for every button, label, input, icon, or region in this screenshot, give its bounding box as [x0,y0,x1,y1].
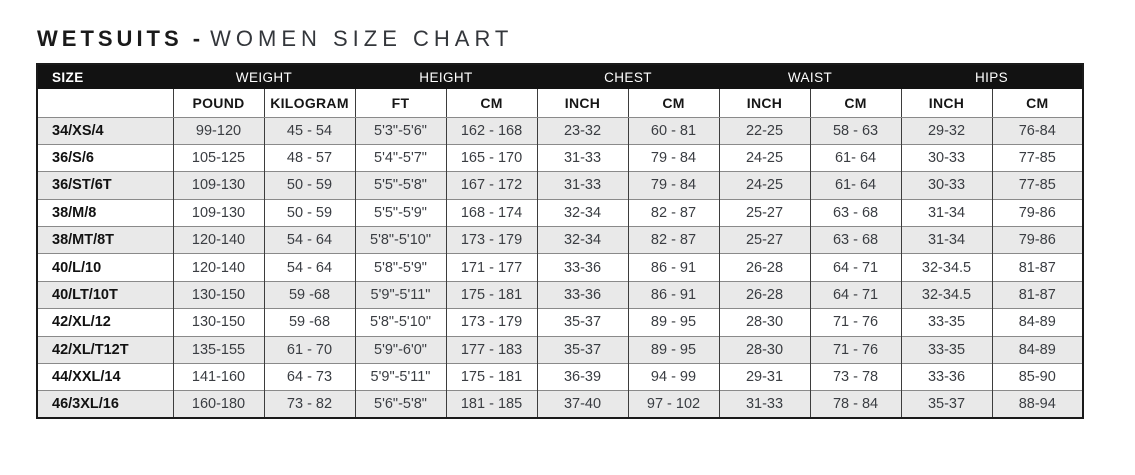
value-cell: 63 - 68 [810,199,901,226]
value-cell: 109-130 [173,199,264,226]
value-cell: 86 - 91 [628,254,719,281]
value-cell: 77-85 [992,172,1083,199]
value-cell: 48 - 57 [264,144,355,171]
value-cell: 71 - 76 [810,336,901,363]
value-cell: 78 - 84 [810,391,901,418]
size-cell: 36/ST/6T [37,172,173,199]
size-cell: 38/MT/8T [37,227,173,254]
size-cell: 42/XL/T12T [37,336,173,363]
value-cell: 79-86 [992,199,1083,226]
value-cell: 33-36 [537,254,628,281]
value-cell: 59 -68 [264,309,355,336]
value-cell: 33-36 [901,364,992,391]
size-cell: 44/XXL/14 [37,364,173,391]
table-row [37,309,1083,336]
value-cell: 5'5"-5'9" [355,199,446,226]
value-cell: 31-34 [901,199,992,226]
unit-header-row [37,89,1083,117]
value-cell: 79 - 84 [628,144,719,171]
table-row [37,227,1083,254]
unit-header-chest-inch: INCH [537,89,628,117]
value-cell: 76-84 [992,117,1083,144]
value-cell: 31-33 [537,172,628,199]
size-cell: 46/3XL/16 [37,391,173,418]
value-cell: 32-34.5 [901,281,992,308]
value-cell: 64 - 73 [264,364,355,391]
size-cell: 34/XS/4 [37,117,173,144]
page-title-bold: WETSUITS - [37,26,205,51]
value-cell: 168 - 174 [446,199,537,226]
value-cell: 88-94 [992,391,1083,418]
value-cell: 141-160 [173,364,264,391]
value-cell: 31-33 [719,391,810,418]
value-cell: 97 - 102 [628,391,719,418]
value-cell: 29-32 [901,117,992,144]
table-row [37,144,1083,171]
value-cell: 32-34 [537,227,628,254]
value-cell: 22-25 [719,117,810,144]
value-cell: 60 - 81 [628,117,719,144]
value-cell: 175 - 181 [446,281,537,308]
table-row [37,199,1083,226]
group-header-weight: WEIGHT [173,64,355,89]
value-cell: 79-86 [992,227,1083,254]
value-cell: 59 -68 [264,281,355,308]
unit-header-waist-cm: CM [810,89,901,117]
unit-header-hips-inch: INCH [901,89,992,117]
size-table-body [37,117,1083,418]
value-cell: 50 - 59 [264,172,355,199]
value-cell: 109-130 [173,172,264,199]
value-cell: 26-28 [719,254,810,281]
table-row [37,391,1083,418]
value-cell: 89 - 95 [628,309,719,336]
table-row [37,281,1083,308]
table-row [37,172,1083,199]
value-cell: 63 - 68 [810,227,901,254]
unit-header-ft: FT [355,89,446,117]
value-cell: 37-40 [537,391,628,418]
unit-header-height-cm: CM [446,89,537,117]
value-cell: 89 - 95 [628,336,719,363]
value-cell: 120-140 [173,254,264,281]
value-cell: 28-30 [719,309,810,336]
value-cell: 5'8"-5'9" [355,254,446,281]
value-cell: 177 - 183 [446,336,537,363]
value-cell: 36-39 [537,364,628,391]
value-cell: 50 - 59 [264,199,355,226]
value-cell: 181 - 185 [446,391,537,418]
size-chart-table [36,63,1084,419]
value-cell: 99-120 [173,117,264,144]
value-cell: 120-140 [173,227,264,254]
value-cell: 35-37 [901,391,992,418]
value-cell: 31-33 [537,144,628,171]
size-cell: 38/M/8 [37,199,173,226]
value-cell: 173 - 179 [446,309,537,336]
unit-header-pound: POUND [173,89,264,117]
value-cell: 135-155 [173,336,264,363]
size-cell: 40/LT/10T [37,281,173,308]
value-cell: 165 - 170 [446,144,537,171]
size-cell: 36/S/6 [37,144,173,171]
value-cell: 81-87 [992,254,1083,281]
value-cell: 32-34 [537,199,628,226]
table-row [37,336,1083,363]
value-cell: 79 - 84 [628,172,719,199]
value-cell: 71 - 76 [810,309,901,336]
value-cell: 45 - 54 [264,117,355,144]
value-cell: 5'5"-5'8" [355,172,446,199]
page-title [37,26,1135,52]
value-cell: 31-34 [901,227,992,254]
unit-header-chest-cm: CM [628,89,719,117]
table-row [37,117,1083,144]
value-cell: 77-85 [992,144,1083,171]
value-cell: 130-150 [173,281,264,308]
value-cell: 86 - 91 [628,281,719,308]
value-cell: 84-89 [992,309,1083,336]
value-cell: 24-25 [719,144,810,171]
value-cell: 5'8"-5'10" [355,309,446,336]
value-cell: 28-30 [719,336,810,363]
unit-header-empty [37,89,173,117]
value-cell: 25-27 [719,227,810,254]
value-cell: 5'9"-5'11" [355,364,446,391]
value-cell: 33-36 [537,281,628,308]
value-cell: 5'3"-5'6" [355,117,446,144]
group-header-height: HEIGHT [355,64,537,89]
value-cell: 81-87 [992,281,1083,308]
table-row [37,364,1083,391]
value-cell: 5'4"-5'7" [355,144,446,171]
value-cell: 173 - 179 [446,227,537,254]
value-cell: 33-35 [901,336,992,363]
value-cell: 162 - 168 [446,117,537,144]
value-cell: 105-125 [173,144,264,171]
value-cell: 32-34.5 [901,254,992,281]
value-cell: 130-150 [173,309,264,336]
value-cell: 24-25 [719,172,810,199]
size-cell: 40/L/10 [37,254,173,281]
value-cell: 30-33 [901,172,992,199]
value-cell: 35-37 [537,336,628,363]
size-cell: 42/XL/12 [37,309,173,336]
unit-header-kilogram: KILOGRAM [264,89,355,117]
value-cell: 35-37 [537,309,628,336]
value-cell: 94 - 99 [628,364,719,391]
unit-header-waist-inch: INCH [719,89,810,117]
value-cell: 171 - 177 [446,254,537,281]
unit-header-hips-cm: CM [992,89,1083,117]
group-header-row [37,64,1083,89]
value-cell: 30-33 [901,144,992,171]
page-title-light: WOMEN SIZE CHART [210,26,514,51]
group-header-chest: CHEST [537,64,719,89]
value-cell: 73 - 82 [264,391,355,418]
value-cell: 167 - 172 [446,172,537,199]
value-cell: 64 - 71 [810,254,901,281]
value-cell: 73 - 78 [810,364,901,391]
value-cell: 175 - 181 [446,364,537,391]
value-cell: 84-89 [992,336,1083,363]
value-cell: 25-27 [719,199,810,226]
value-cell: 61 - 70 [264,336,355,363]
value-cell: 54 - 64 [264,254,355,281]
value-cell: 5'9"-6'0" [355,336,446,363]
value-cell: 61- 64 [810,172,901,199]
value-cell: 29-31 [719,364,810,391]
value-cell: 5'8"-5'10" [355,227,446,254]
value-cell: 5'6"-5'8" [355,391,446,418]
value-cell: 54 - 64 [264,227,355,254]
value-cell: 160-180 [173,391,264,418]
value-cell: 85-90 [992,364,1083,391]
value-cell: 82 - 87 [628,227,719,254]
table-row [37,254,1083,281]
group-header-hips: HIPS [901,64,1083,89]
value-cell: 64 - 71 [810,281,901,308]
value-cell: 58 - 63 [810,117,901,144]
value-cell: 82 - 87 [628,199,719,226]
value-cell: 23-32 [537,117,628,144]
value-cell: 26-28 [719,281,810,308]
group-header-waist: WAIST [719,64,901,89]
size-column-header: SIZE [37,64,173,89]
value-cell: 33-35 [901,309,992,336]
value-cell: 61- 64 [810,144,901,171]
value-cell: 5'9"-5'11" [355,281,446,308]
